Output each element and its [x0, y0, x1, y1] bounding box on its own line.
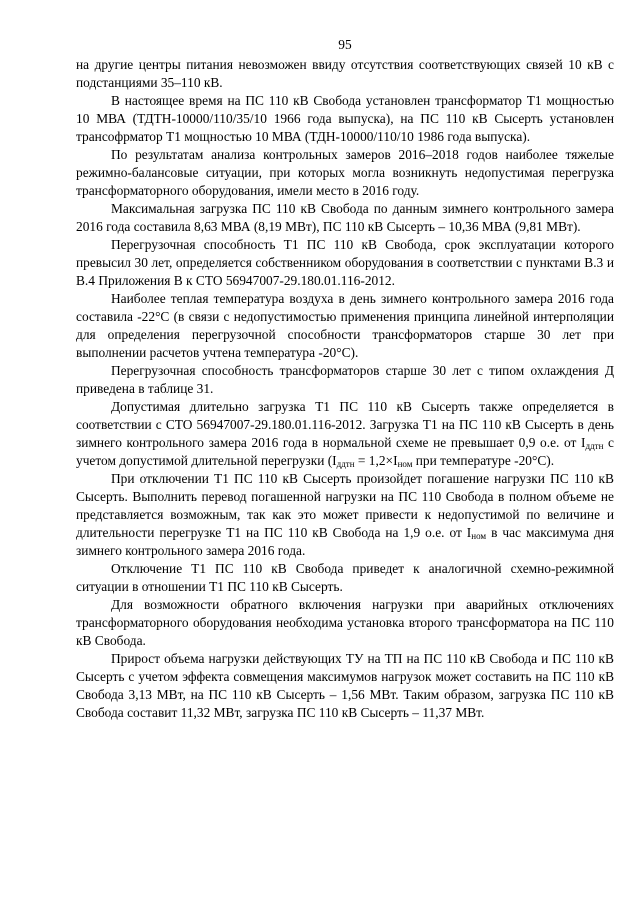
paragraph: на другие центры питания невозможен ввиду отсутствия соответствующих связей 10 кВ с подстанциями 35–110 кВ. [76, 57, 614, 90]
subscript: ном [471, 531, 487, 541]
paragraph-disconnect [76, 470, 614, 560]
text-run: в час максимума дня зимнего контрольного замера 2016 года. [76, 525, 614, 558]
paragraph-sysert-load [76, 398, 614, 470]
text-run: с учетом допустимой длительной перегрузки (I [76, 435, 614, 468]
document-page [76, 36, 614, 722]
paragraph: По результатам анализа контрольных замеров 2016–2018 годов наиболее тяжелые режимно-балансовые ситуации, при которых могла возникнуть недопустимая перегрузка трансформаторного оборудования, имели место в 2016 году. [76, 147, 614, 198]
text-run: Допустимая длительно загрузка Т1 ПС 110 кВ Сысерть также определяется в соответствии с СТО 56947007-29.180.01.116-2012. Загрузка Т1 на ПС 110 кВ Сысерть в день зимнего контрольного замера 2016 года в нормальной схеме не превышает 0,9 о.е. от I [76, 399, 614, 450]
paragraph: Максимальная загрузка ПС 110 кВ Свобода по данным зимнего контрольного замера 2016 года составила 8,63 МВА (8,19 МВт), ПС 110 кВ Сысерть – 10,36 МВА (9,81 МВт). [76, 201, 614, 234]
paragraph: Отключение Т1 ПС 110 кВ Свобода приведет к аналогичной схемно-режимной ситуации в отношении Т1 ПС 110 кВ Сысерть. [76, 561, 614, 594]
text-run: = 1,2×I [354, 453, 398, 468]
text-run: При отключении Т1 ПС 110 кВ Сысерть произойдет погашение нагрузки ПС 110 кВ Сысерть. Выполнить перевод погашенной нагрузки на ПС 110 Свобода в полном объеме не представляется возможным, так как это может привести к недопустимой по величине и длительности перегрузке Т1 на ПС 110 кВ Свобода на 1,9 о.е. от I [76, 471, 614, 540]
page-number: 95 [338, 37, 352, 52]
subscript: ддтн [336, 459, 355, 469]
paragraph: В настоящее время на ПС 110 кВ Свобода установлен трансформатор Т1 мощностью 10 МВА (ТДТН-10000/110/35/10 1966 года выпуска), на ПС 110 кВ Сысерть установлен трансофрматор Т1 мощностью 10 МВА (ТДН-10000/110/10 1986 года выпуска). [76, 93, 614, 144]
text-run: при температуре -20°С). [412, 453, 555, 468]
paragraph: Перегрузочная способность Т1 ПС 110 кВ Свобода, срок эксплуатации которого превысил 30 лет, определяется собственником оборудования в соответствии с пунктами В.3 и В.4 Приложения В к СТО 56947007-29.180.01.116-2012. [76, 237, 614, 288]
subscript: ном [397, 459, 413, 469]
paragraph: Наиболее теплая температура воздуха в день зимнего контрольного замера 2016 года составила -22°С (в связи с недопустимостью применения принципа линейной интерполяции для определения перегрузочной способности трансформаторов старше 30 лет при выполнении расчетов учтена температура -20°С). [76, 291, 614, 360]
paragraph: Прирост объема нагрузки действующих ТУ на ТП на ПС 110 кВ Свобода и ПС 110 кВ Сысерть с учетом эффекта совмещения максимумов нагрузок может составить на ПС 110 кВ Свобода 3,13 МВт, на ПС 110 кВ Сысерть – 1,56 МВт. Таким образом, загрузка ПС 110 кВ Свобода составит 11,32 МВт, загрузка ПС 110 кВ Сысерть – 11,37 МВт. [76, 651, 614, 720]
subscript: ддтн [585, 441, 604, 451]
paragraph: Перегрузочная способность трансформаторов старше 30 лет с типом охлаждения Д приведена в таблице 31. [76, 363, 614, 396]
paragraph: Для возможности обратного включения нагрузки при аварийных отключениях трансформаторного оборудования необходима установка второго трансформатора на ПС 110 кВ Свобода. [76, 597, 614, 648]
